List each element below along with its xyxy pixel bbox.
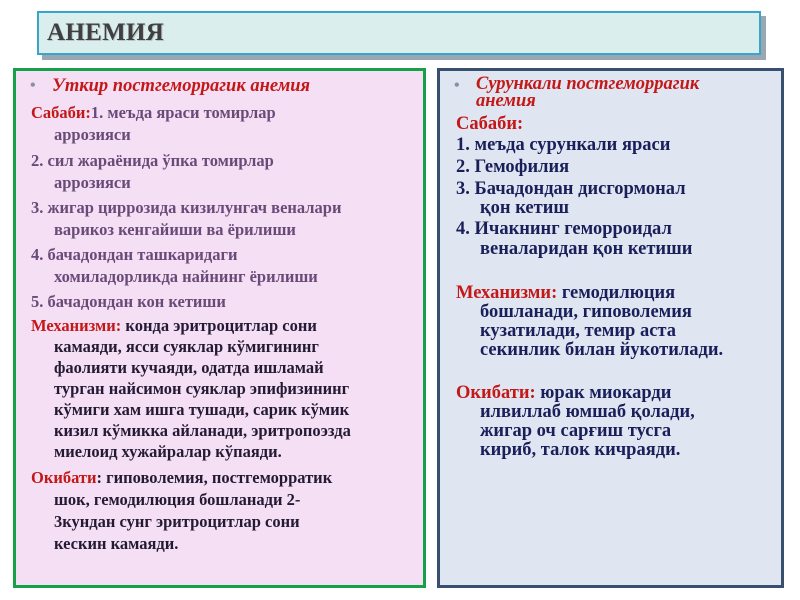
title-bar xyxy=(37,11,761,55)
acute-cause-1-cont: аррозияси xyxy=(54,125,131,144)
acute-cause-line-1 xyxy=(31,103,276,123)
acute-cause-5: 5. бачадондан кон кетиши xyxy=(31,292,226,311)
acute-outcome-line-1 xyxy=(31,468,332,488)
acute-mechanism-4: турган найсимон суяклар эпифизининг xyxy=(54,379,350,398)
acute-outcome-2: шок, гемодилюция бошланади 2- xyxy=(54,490,301,509)
acute-cause-2: 2. сил жараёнида ўпка томирлар xyxy=(31,151,274,170)
acute-outcome-label: Окибати xyxy=(31,468,97,487)
acute-mechanism-label: Механизми: xyxy=(31,316,122,335)
acute-outcome-4: кескин камаяди. xyxy=(54,534,179,553)
chronic-cause-4: 4. Ичакнинг геморроидал xyxy=(456,219,672,239)
chronic-cause-3-cont: қон кетиш xyxy=(480,198,569,218)
bullet-icon: • xyxy=(30,77,36,94)
chronic-heading-2: анемия xyxy=(476,91,536,111)
chronic-heading-1: Сурункали постгеморрагик xyxy=(476,74,700,94)
chronic-anemia-panel xyxy=(437,68,784,588)
chronic-cause-2: 2. Гемофилия xyxy=(456,157,570,177)
acute-anemia-panel xyxy=(13,68,426,588)
acute-outcome-3: 3кундан сунг эритроцитлар сони xyxy=(54,512,300,531)
acute-cause-label: Сабаби: xyxy=(31,103,91,122)
bullet-icon: • xyxy=(454,77,460,94)
acute-cause-3: 3. жигар циррозида кизилунгач веналари xyxy=(31,198,342,217)
chronic-outcome-1: юрак миокарди xyxy=(535,383,672,403)
chronic-cause-1: 1. меъда сурункали яраси xyxy=(456,135,671,155)
acute-mechanism-3: фаолияти кучаяди, одатда ишламай xyxy=(54,358,324,377)
acute-mechanism-7: миелоид хужайралар кўпаяди. xyxy=(54,442,282,461)
acute-cause-3-cont: варикоз кенгайиши ва ёрилиши xyxy=(54,220,296,239)
acute-mechanism-line-1 xyxy=(31,316,317,336)
chronic-cause-4-cont: веналаридан қон кетиши xyxy=(480,239,693,259)
acute-mechanism-1: конда эритроцитлар сони xyxy=(121,316,317,335)
chronic-mechanism-label: Механизми: xyxy=(456,283,558,303)
acute-mechanism-6: кизил кўмикка айланади, эритропоэзда xyxy=(54,421,351,440)
chronic-mechanism-2: бошланади, гиповолемия xyxy=(480,302,692,322)
chronic-cause-3: 3. Бачадондан дисгормонал xyxy=(456,179,686,199)
acute-outcome-1: : гиповолемия, постгеморратик xyxy=(96,468,333,487)
chronic-mechanism-1: гемодилюция xyxy=(557,283,676,303)
chronic-outcome-label: Окибати: xyxy=(456,383,536,403)
acute-cause-1: 1. меъда яраси томирлар xyxy=(90,103,276,122)
chronic-cause-label: Сабаби: xyxy=(456,114,524,134)
chronic-outcome-4: кириб, талок кичраяди. xyxy=(480,440,681,460)
slide-title: АНЕМИЯ xyxy=(47,19,165,46)
acute-cause-4: 4. бачадондан ташкаридаги xyxy=(31,245,238,264)
acute-mechanism-2: камаяди, ясси суяклар кўмигининг xyxy=(54,337,319,356)
chronic-mechanism-3: кузатилади, темир аста xyxy=(480,321,676,341)
chronic-outcome-line-1 xyxy=(456,383,671,403)
chronic-outcome-2: илвиллаб юмшаб қолади, xyxy=(480,402,695,422)
acute-heading: Уткир постгеморрагик анемия xyxy=(52,76,311,96)
acute-mechanism-5: кўмиги хам ишга тушади, сарик кўмик xyxy=(54,400,350,419)
acute-cause-4-cont: хомиладорликда найнинг ёрилиши xyxy=(54,267,318,286)
acute-cause-2-cont: аррозияси xyxy=(54,173,131,192)
chronic-mechanism-4: секинлик билан йукотилади. xyxy=(480,340,724,360)
chronic-mechanism-line-1 xyxy=(456,283,675,303)
chronic-outcome-3: жигар оч сарғиш тусга xyxy=(480,421,672,441)
